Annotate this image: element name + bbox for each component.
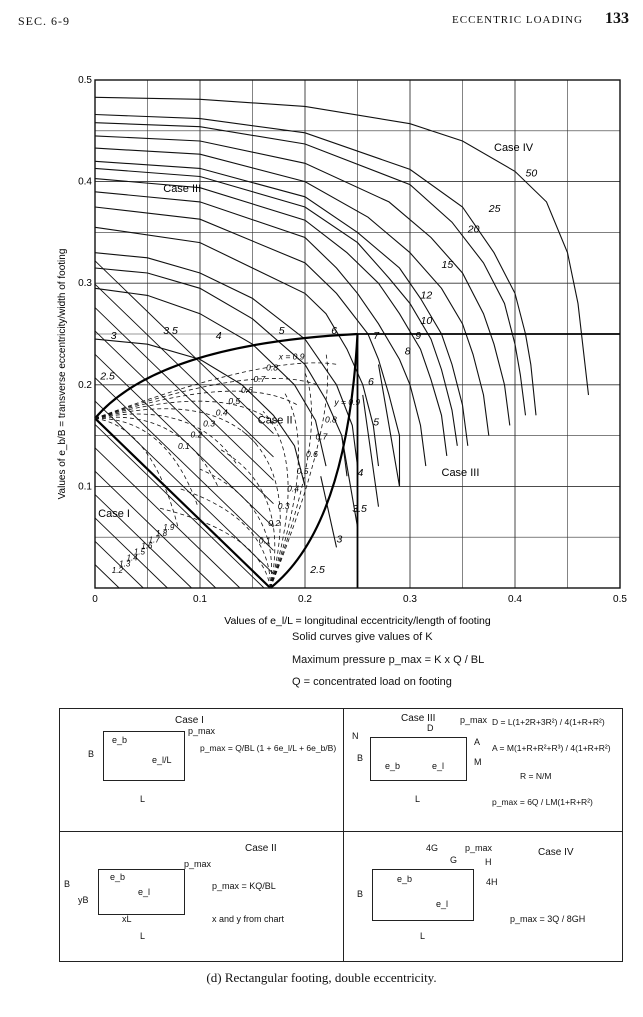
k-label-10: 5 — [278, 325, 285, 337]
region-case4: Case IV — [494, 142, 534, 155]
y-label-7: 0.2 — [268, 518, 281, 529]
case1-title: Case I — [175, 715, 204, 726]
region-case1: Case I — [98, 507, 130, 520]
region-case2: Case II — [257, 414, 293, 427]
case1-dim-b: B — [88, 749, 95, 759]
case2-el: e_l — [138, 887, 151, 897]
formula-divider-vertical — [343, 709, 344, 961]
k-label-9: 6 — [331, 325, 338, 337]
case4-eq-p: p_max = 3Q / 8GH — [510, 914, 586, 924]
dashed-y-3 — [200, 469, 272, 588]
k-curve-1 — [95, 115, 536, 416]
dashed-y-5 — [242, 431, 280, 588]
case4-dim-4h: 4H — [486, 877, 498, 887]
case2-dim-yb: yB — [78, 895, 89, 905]
k-label-14: 2.5 — [100, 370, 115, 383]
case3-eq-r: R = N/M — [520, 771, 552, 781]
running-title: ECCENTRIC LOADING — [452, 14, 583, 26]
k-label-18: 3.5 — [352, 502, 367, 515]
k-label-1: 25 — [488, 203, 501, 216]
y-label-1: 0.8 — [324, 414, 337, 425]
case2-pmax-label: p_max — [184, 859, 212, 869]
boundary-upper — [95, 334, 361, 418]
case3-pmax-label: p_max — [460, 715, 488, 725]
k-label-7: 8 — [404, 345, 411, 358]
case4-el: e_l — [436, 899, 449, 909]
dashed-x-5 — [95, 409, 258, 446]
y-tick-3: 0.4 — [78, 176, 92, 188]
case4-title: Case IV — [538, 847, 574, 858]
case4-dim-l: L — [420, 931, 426, 941]
k-curve-3 — [95, 136, 510, 429]
y-label-8: 0.1 — [258, 535, 271, 546]
case1-dim-l: L — [140, 794, 146, 804]
y-axis-label: Values of e_b/B = transverse eccentricity/width of footing — [57, 248, 68, 500]
case2-formula: p_max = KQ/BL — [212, 881, 276, 891]
x-label-8: 0.1 — [177, 440, 190, 451]
x-axis-label: Values of e_l/L = longitudinal eccentricity/length of footing — [224, 615, 491, 627]
case3-title: Case III — [401, 713, 436, 724]
case3-dim-l: L — [415, 794, 421, 804]
case3-eb: e_b — [385, 761, 401, 771]
k-curve-6 — [95, 168, 457, 445]
x-tick-3: 0.3 — [403, 594, 417, 605]
x-label-6: 0.3 — [203, 418, 215, 429]
y-label-3: 0.6 — [306, 448, 318, 459]
case1-label-4: 1.5 — [133, 547, 145, 557]
formula-box — [59, 708, 623, 962]
figure-caption: (d) Rectangular footing, double eccentricity. — [206, 970, 437, 985]
case3-el: e_l — [432, 761, 445, 771]
case3-dim-a: A — [474, 737, 481, 747]
k-label-12: 3.5 — [163, 325, 178, 337]
dashed-x-3 — [95, 417, 218, 486]
k-label-0: 50 — [525, 167, 538, 180]
case3-eq-a: A = M(1+R+R²+R³) / 4(1+R+R²) — [492, 743, 611, 753]
x-label-7: 0.2 — [190, 429, 203, 440]
k-label-16: 5 — [373, 416, 380, 429]
y-tick-1: 0.2 — [78, 379, 92, 391]
case2-title: Case II — [245, 843, 277, 854]
region-case3-right: Case III — [441, 467, 480, 480]
y-label-6: 0.3 — [277, 500, 290, 511]
case2-dim-b: B — [64, 879, 71, 889]
k-label-13: 3 — [110, 330, 117, 343]
k-curve-5 — [95, 161, 468, 446]
y-label-4: 0.5 — [296, 466, 309, 477]
case4-eb: e_b — [397, 874, 413, 884]
case3-dim-n: N — [352, 731, 359, 741]
case1-label-1: 1.8 — [155, 529, 168, 539]
case3-dim-d: D — [427, 723, 434, 733]
x-label-5: 0.4 — [215, 407, 228, 418]
region-case3-upper: Case III — [163, 182, 202, 195]
case3-dim-b: B — [357, 753, 364, 763]
dashed-y-6 — [263, 411, 288, 588]
case1-label-3: 1.6 — [141, 541, 153, 551]
k-label-11: 4 — [215, 330, 222, 343]
case1-pmax-label: p_max — [188, 726, 216, 736]
case3-dim-m: M — [474, 757, 482, 767]
case1-line-8 — [95, 401, 274, 574]
case1-label-6: 1.3 — [119, 559, 131, 569]
case2-dim-l: L — [140, 931, 146, 941]
case1-line-9 — [95, 378, 274, 551]
note-concentrated-load: Q = concentrated load on footing — [292, 676, 452, 688]
case1-eb: e_b — [112, 735, 128, 745]
case1-label-7: 1.2 — [111, 565, 123, 575]
y-tick-2: 0.3 — [78, 278, 92, 290]
case4-footing-rect — [372, 869, 474, 921]
y-tick-4: 0.5 — [78, 75, 92, 86]
x-label-1: 0.8 — [266, 362, 278, 373]
case3-footing-rect — [370, 737, 467, 781]
k-label-6: 9 — [415, 330, 422, 343]
page-number: 133 — [605, 10, 629, 27]
case1-line-13 — [95, 284, 274, 457]
note-solid-curves: Solid curves give values of K — [292, 631, 433, 643]
note-max-pressure: Maximum pressure p_max = K x Q / BL — [292, 654, 485, 666]
case2-eb: e_b — [110, 872, 126, 882]
case4-dim-g: G — [450, 855, 458, 865]
y-label-0: y = 0.9 — [334, 397, 361, 408]
k-label-15: 6 — [368, 375, 374, 388]
case3-eq-p: p_max = 6Q / LM(1+R+R²) — [492, 797, 593, 807]
x-tick-5: 0.5 — [613, 594, 627, 605]
k-label-3: 15 — [441, 258, 454, 271]
case2-dim-xl: xL — [122, 914, 132, 924]
case4-pmax-label: p_max — [465, 843, 493, 853]
case1-label-2: 1.7 — [148, 535, 160, 545]
case1-label-0: 1.9 — [163, 523, 175, 533]
y-label-2: 0.7 — [315, 431, 328, 442]
case3-eq-d: D = L(1+2R+3R²) / 4(1+R+R²) — [492, 717, 605, 727]
case4-dim-b: B — [357, 889, 364, 899]
case1-formula: p_max = Q/BL (1 + 6e_l/L + 6e_b/B) — [200, 743, 337, 753]
x-label-2: 0.7 — [253, 373, 266, 384]
k-label-2: 20 — [467, 223, 480, 236]
x-label-3: 0.6 — [240, 384, 253, 395]
chart-labels — [98, 142, 537, 576]
case1-line-11 — [95, 331, 274, 504]
case2-note: x and y from chart — [212, 914, 285, 924]
k-label-17: 4 — [357, 467, 364, 480]
k-curve-13 — [95, 288, 326, 466]
k-label-20: 2.5 — [310, 563, 325, 576]
case4-dim-4g: 4G — [426, 843, 439, 853]
k-label-4: 12 — [420, 289, 433, 302]
case1-el: e_l/L — [152, 755, 172, 765]
x-tick-0: 0 — [92, 594, 98, 605]
x-tick-4: 0.4 — [508, 594, 522, 605]
k-curve-10 — [95, 227, 379, 466]
x-label-4: 0.5 — [228, 396, 241, 407]
y-label-5: 0.4 — [287, 483, 299, 494]
k-label-19: 3 — [336, 533, 343, 546]
case1-label-5: 1.4 — [126, 553, 138, 563]
x-label-0: x = 0.9 — [278, 351, 305, 362]
x-tick-2: 0.2 — [298, 594, 312, 605]
y-tick-0: 0.1 — [78, 481, 92, 493]
formula-divider-horizontal — [60, 831, 622, 832]
section-label: SEC. 6-9 — [18, 14, 71, 28]
case4-dim-h: H — [485, 857, 492, 867]
x-tick-1: 0.1 — [193, 594, 207, 605]
k-label-5: 10 — [420, 314, 433, 327]
k-label-8: 7 — [373, 330, 380, 343]
